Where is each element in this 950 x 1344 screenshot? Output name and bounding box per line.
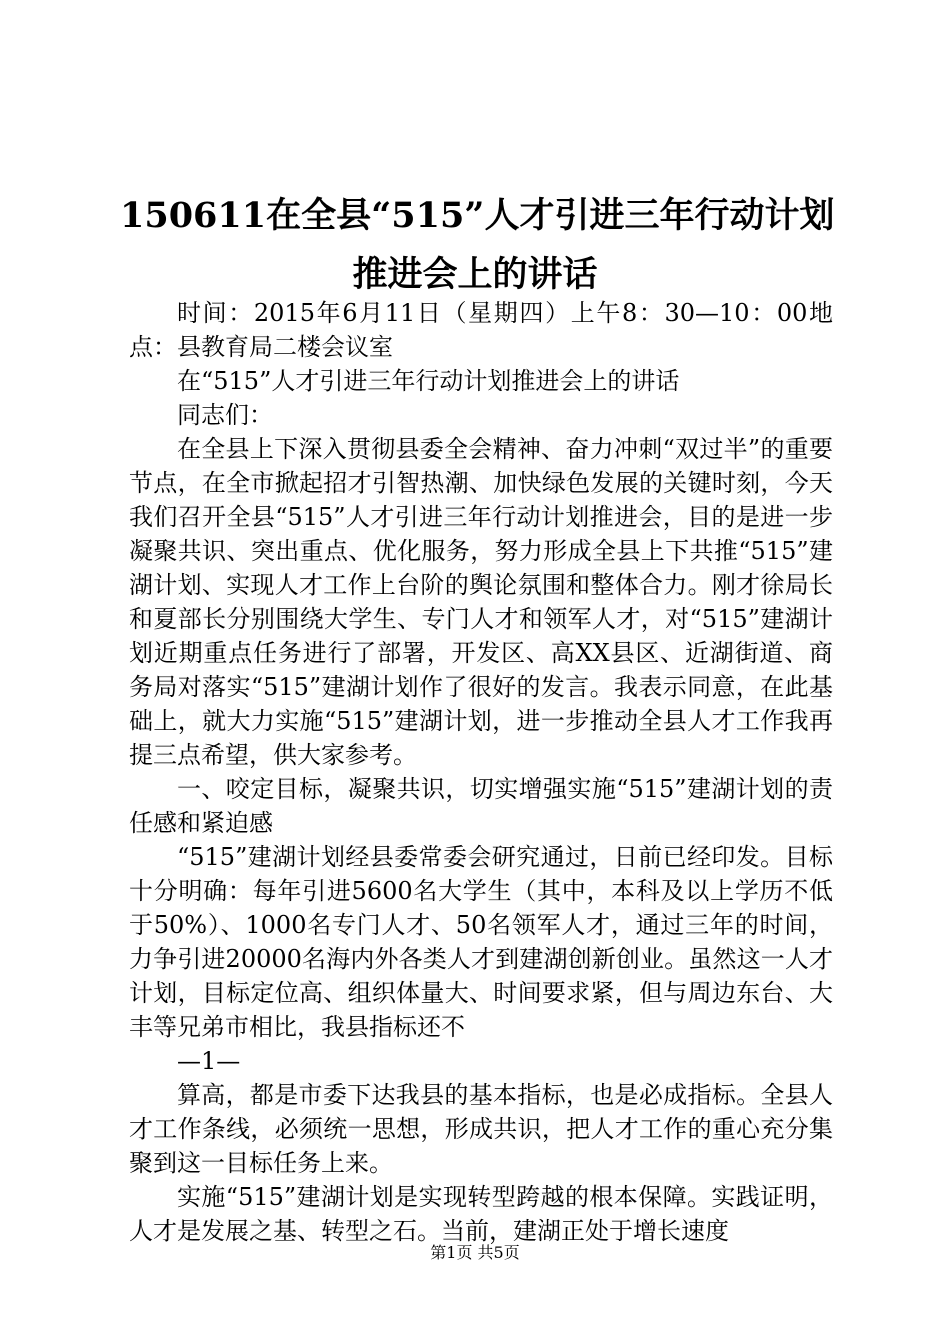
page-footer: 第1页 共5页	[430, 1243, 520, 1262]
title-line-1: 150611在全县“515”人才引进三年行动计划	[120, 195, 835, 236]
document-title	[120, 186, 835, 304]
body-paragraph: 实施“515”建湖计划是实现转型跨越的根本保障。实践证明，人才是发展之基、转型之石。当前，建湖正处于增长速度	[129, 1183, 833, 1245]
body-paragraph: “515”建湖计划经县委常委会研究通过，日前已经印发。目标十分明确：每年引进5600名大学生（其中，本科及以上学历不低于50%）、1000名专门人才、50名领军人才，通过三年的时间，力争引进20000名海内外各类人才到建湖创新创业。虽然这一人才计划，目标定位高、组织体量大、时间要求紧，但与周边东台、大丰等兄弟市相比，我县指标还不	[129, 843, 833, 1041]
speech-subtitle: 在“515”人才引进三年行动计划推进会上的讲话	[177, 367, 680, 395]
meeting-time-location: 时间：2015年6月11日（星期四）上午8：30—10：00地点：县教育局二楼会议室	[129, 299, 833, 361]
body-paragraph: 在全县上下深入贯彻县委全会精神、奋力冲刺“双过半”的重要节点，在全市掀起招才引智热潮、加快绿色发展的关键时刻，今天我们召开全县“515”人才引进三年行动计划推进会，目的是进一步凝聚共识、突出重点、优化服务，努力形成全县上下共推“515”建湖计划、实现人才工作上台阶的舆论氛围和整体合力。刚才徐局长和夏部长分别围绕大学生、专门人才和领军人才，对“515”建湖计划近期重点任务进行了部署，开发区、高XX县区、近湖街道、商务局对落实“515”建湖计划作了很好的发言。我表示同意，在此基础上，就大力实施“515”建湖计划，进一步推动全县人才工作我再提三点希望，供大家参考。	[129, 435, 833, 769]
body-paragraph: 算高，都是市委下达我县的基本指标，也是必成指标。全县人才工作条线，必须统一思想，形成共识，把人才工作的重心充分集聚到这一目标任务上来。	[129, 1081, 833, 1177]
section-heading: 一、咬定目标，凝聚共识，切实增强实施“515”建湖计划的责任感和紧迫感	[129, 775, 833, 837]
title-line-2: 推进会上的讲话	[352, 254, 598, 295]
salutation: 同志们：	[177, 401, 273, 429]
inline-page-number: —1—	[177, 1047, 241, 1075]
document-body	[129, 296, 833, 1248]
